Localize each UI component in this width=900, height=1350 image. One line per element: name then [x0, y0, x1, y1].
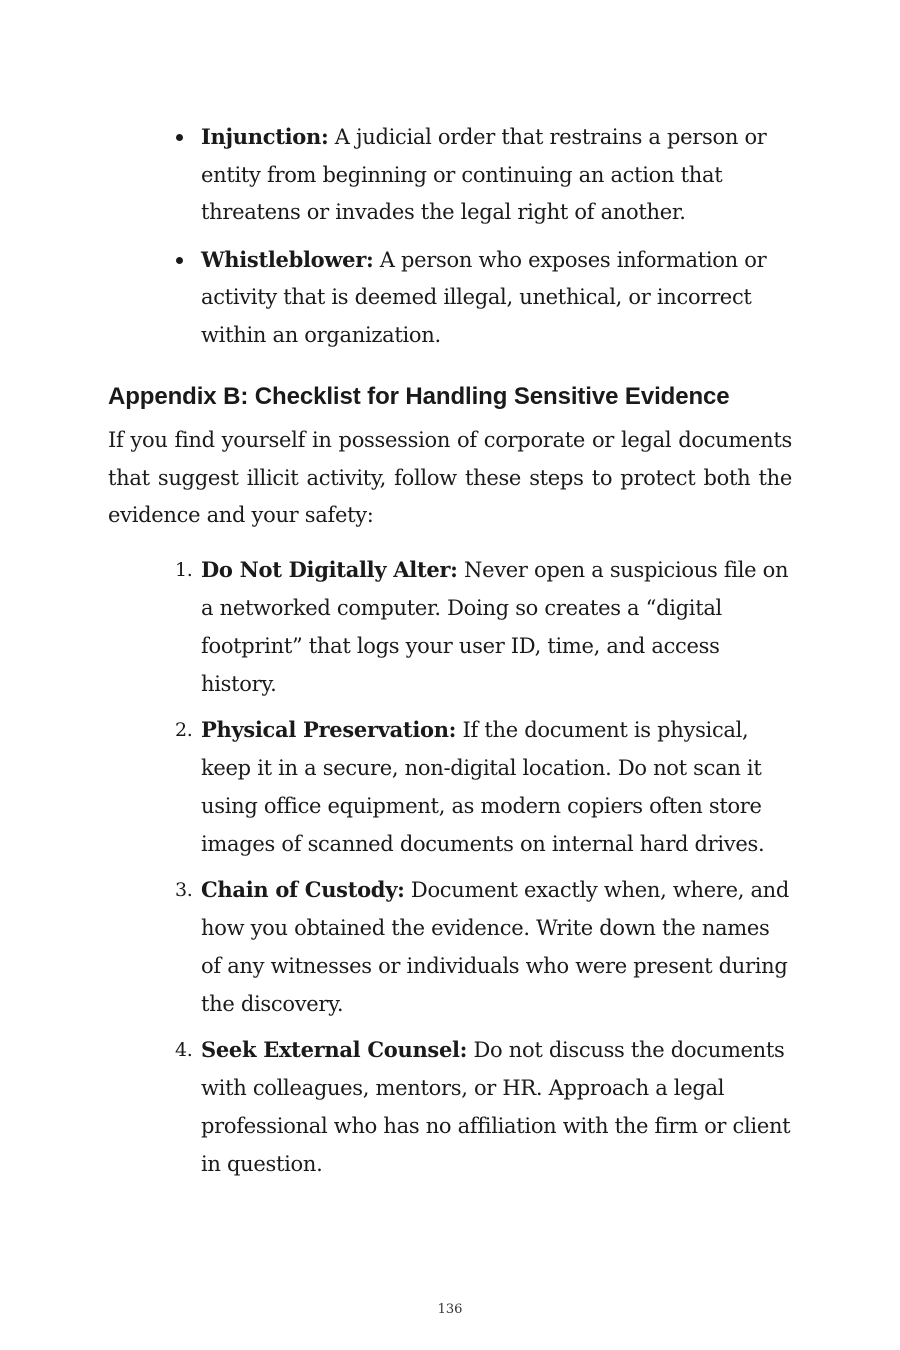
glossary-definition: A judicial order that restrains a person or entity from beginning or continuing an action that threatens or invades the legal right of another. [201, 125, 767, 224]
glossary-term: Injunction: [201, 124, 329, 149]
bullet-icon [176, 257, 183, 264]
step-number: 1. [175, 558, 193, 581]
step-title: Physical Preservation: [201, 716, 457, 742]
glossary-item [201, 241, 792, 355]
page-content [108, 118, 792, 1191]
checklist-item [175, 871, 792, 1023]
step-text: Do not discuss the documents with colleagues, mentors, or HR. Approach a legal professional who has no affiliation with the firm or client in question. [201, 1037, 791, 1176]
checklist-item [175, 711, 792, 863]
glossary-definition: A person who exposes information or activity that is deemed illegal, unethical, or incorrect within an organization. [201, 247, 767, 347]
section-heading: Appendix B: Checklist for Handling Sensitive Evidence [108, 383, 730, 410]
step-text: If the document is physical, keep it in a secure, non-digital location. Do not scan it using office equipment, as modern copiers often store images of scanned documents on internal hard drives. [201, 717, 765, 856]
step-title: Chain of Custody: [201, 876, 405, 902]
step-title: Seek External Counsel: [201, 1036, 468, 1062]
glossary-term: Whistleblower: [201, 246, 374, 272]
page-number: 136 [437, 1302, 463, 1317]
step-number: 3. [175, 878, 193, 901]
glossary-list [108, 118, 792, 354]
step-number: 4. [175, 1038, 193, 1061]
checklist-item [175, 1031, 792, 1183]
bullet-icon [176, 134, 183, 141]
step-number: 2. [175, 718, 193, 741]
step-text: Never open a suspicious file on a networked computer. Doing so creates a “digital footprint” that logs your user ID, time, and access history. [201, 557, 789, 696]
checklist [108, 551, 792, 1183]
step-title: Do Not Digitally Alter: [201, 556, 458, 582]
section-intro: If you find yourself in possession of corporate or legal documents that suggest illicit activity, follow these steps to protect both the evidence and your safety: [108, 428, 792, 527]
step-text: Document exactly when, where, and how you obtained the evidence. Write down the names of any witnesses or individuals who were present during the discovery. [201, 877, 790, 1016]
glossary-item [201, 118, 792, 232]
checklist-item [175, 551, 792, 703]
